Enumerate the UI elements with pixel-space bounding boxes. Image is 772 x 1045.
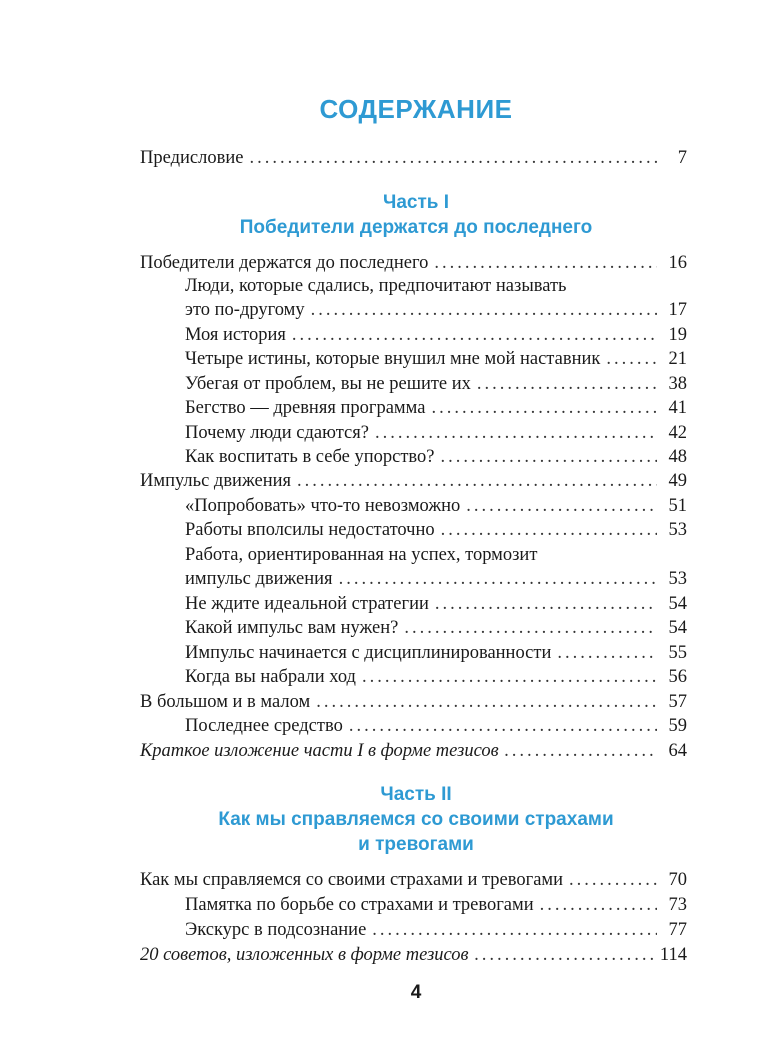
- entry-page: 42: [668, 423, 687, 443]
- entry-page: 77: [668, 920, 687, 940]
- dot-leader: [466, 494, 657, 518]
- entry-title-line1: Люди, которые сдались, предпочитают называть: [185, 276, 567, 296]
- entry-page: 54: [668, 594, 687, 614]
- dot-leader: [540, 893, 657, 917]
- entry-title: «Попробовать» что-то невозможно: [185, 496, 461, 516]
- entry-title: Моя история: [185, 325, 286, 345]
- entry-title: Работы вполсилы недостаточно: [185, 520, 435, 540]
- entry-title: 20 советов, изложенных в форме тезисов: [140, 945, 469, 965]
- toc-entry[interactable]: [140, 251, 687, 275]
- toc-entry[interactable]: [185, 665, 687, 689]
- dot-leader: [477, 372, 657, 396]
- page-number: 4: [410, 982, 422, 1003]
- entry-page: 53: [668, 520, 687, 540]
- dot-leader: [440, 445, 657, 469]
- entry-title-line1: Работа, ориентированная на успех, тормозит: [185, 545, 538, 565]
- toc-entry[interactable]: [185, 445, 687, 469]
- dot-leader: [311, 298, 657, 322]
- entry-page: 54: [668, 618, 687, 638]
- dot-leader: [249, 146, 657, 170]
- entry-page: 48: [668, 447, 687, 467]
- entry-title: В большом и в малом: [140, 692, 311, 712]
- part2-label: Часть II: [380, 784, 452, 805]
- entry-title: Бегство — древняя программа: [185, 398, 426, 418]
- toc-entry[interactable]: [140, 868, 687, 892]
- entry-page: 53: [668, 569, 687, 589]
- dot-leader: [557, 641, 657, 665]
- entry-page: 114: [659, 945, 687, 965]
- dot-leader: [362, 665, 657, 689]
- entry-title: Краткое изложение части I в форме тезисов: [140, 741, 499, 761]
- dot-leader: [339, 567, 657, 591]
- dot-leader: [375, 421, 657, 445]
- entry-title: Победители держатся до последнего: [140, 253, 429, 273]
- entry-title: Как мы справляемся со своими страхами и тревогами: [140, 870, 564, 890]
- entry-page: 49: [668, 471, 687, 491]
- toc-entry[interactable]: [140, 469, 687, 493]
- toc-entry[interactable]: [140, 690, 687, 714]
- toc-entry-preface[interactable]: [140, 146, 687, 170]
- entry-title: Какой импульс вам нужен?: [185, 618, 399, 638]
- entry-title: Предисловие: [140, 148, 244, 168]
- entry-page: 19: [668, 325, 687, 345]
- toc-entry-summary[interactable]: [140, 943, 687, 967]
- entry-title: Не ждите идеальной стратегии: [185, 594, 429, 614]
- entry-title: Последнее средство: [185, 716, 343, 736]
- entry-page: 57: [668, 692, 687, 712]
- toc-entry[interactable]: [185, 396, 687, 420]
- dot-leader: [435, 592, 657, 616]
- toc-entry[interactable]: [185, 347, 687, 371]
- entry-title-line2: импульс движения: [185, 569, 333, 589]
- toc-entry[interactable]: [185, 592, 687, 616]
- entry-title: Убегая от проблем, вы не решите их: [185, 374, 471, 394]
- entry-page: 16: [668, 253, 687, 273]
- dot-leader: [349, 714, 657, 738]
- toc-entry[interactable]: [185, 893, 687, 917]
- entry-page: 51: [668, 496, 687, 516]
- entry-page: 7: [677, 148, 687, 168]
- entry-page: 38: [668, 374, 687, 394]
- dot-leader: [372, 918, 657, 942]
- entry-title: Импульс движения: [140, 471, 292, 491]
- part1-title: Победители держатся до последнего: [239, 217, 593, 238]
- dot-leader: [569, 868, 657, 892]
- dot-leader: [292, 323, 657, 347]
- entry-title: Как воспитать в себе упорство?: [185, 447, 435, 467]
- toc-entry[interactable]: [185, 298, 687, 322]
- dot-leader: [475, 943, 654, 967]
- entry-page: 55: [668, 643, 687, 663]
- entry-page: 59: [668, 716, 687, 736]
- dot-leader: [431, 396, 657, 420]
- entry-page: 70: [668, 870, 687, 890]
- dot-leader: [434, 251, 657, 275]
- dot-leader: [505, 739, 657, 763]
- entry-page: 73: [668, 895, 687, 915]
- entry-title-line2: это по-другому: [185, 300, 305, 320]
- dot-leader: [404, 616, 657, 640]
- dot-leader: [316, 690, 657, 714]
- toc-entry[interactable]: [185, 567, 687, 591]
- toc-entry[interactable]: [185, 918, 687, 942]
- entry-title: Импульс начинается с дисциплинированности: [185, 643, 552, 663]
- entry-page: 56: [668, 667, 687, 687]
- toc-entry[interactable]: [185, 372, 687, 396]
- toc-entry-summary[interactable]: [140, 739, 687, 763]
- toc-entry[interactable]: [185, 323, 687, 347]
- toc-entry[interactable]: [185, 494, 687, 518]
- toc-entry[interactable]: [185, 714, 687, 738]
- toc-entry[interactable]: [185, 518, 687, 542]
- entry-title: Когда вы набрали ход: [185, 667, 356, 687]
- contents-title: СОДЕРЖАНИЕ: [319, 94, 513, 124]
- part2-title-line1: Как мы справляемся со своими страхами: [218, 809, 614, 830]
- entry-title: Экскурс в подсознание: [185, 920, 367, 940]
- toc-entry[interactable]: [185, 641, 687, 665]
- dot-leader: [441, 518, 657, 542]
- entry-page: 21: [668, 349, 687, 369]
- entry-page: 41: [668, 398, 687, 418]
- dot-leader: [297, 469, 657, 493]
- entry-page: 64: [668, 741, 687, 761]
- part2-title-line2: и тревогами: [358, 834, 474, 855]
- toc-entry[interactable]: [185, 616, 687, 640]
- part1-label: Часть I: [382, 192, 450, 213]
- entry-page: 17: [668, 300, 687, 320]
- entry-title: Четыре истины, которые внушил мне мой наставник: [185, 349, 601, 369]
- entry-title: Почему люди сдаются?: [185, 423, 369, 443]
- dot-leader: [606, 347, 657, 371]
- entry-title: Памятка по борьбе со страхами и тревогами: [185, 895, 534, 915]
- toc-entry[interactable]: [185, 421, 687, 445]
